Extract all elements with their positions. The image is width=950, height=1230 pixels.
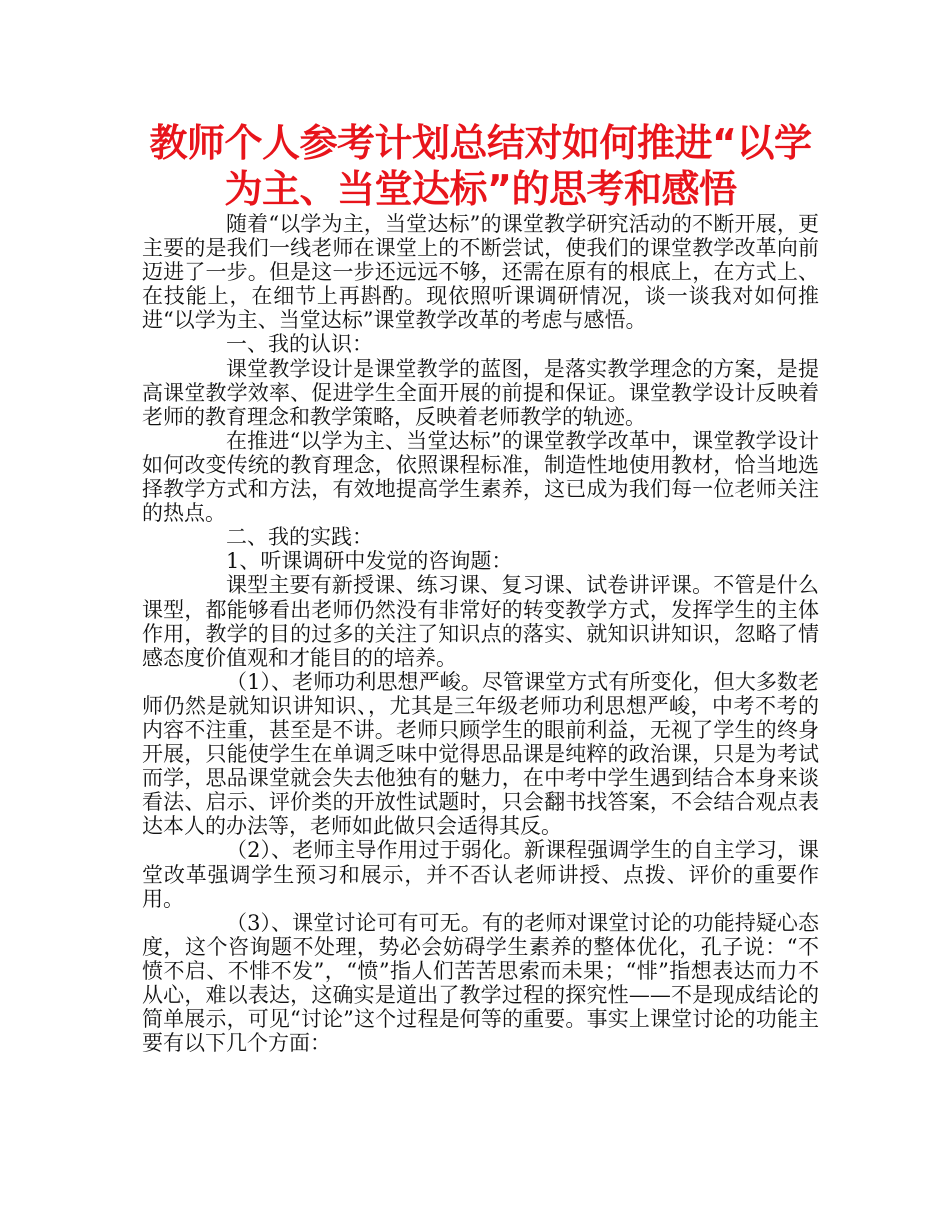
document-page [142,120,819,1055]
point-2-paragraph: （2）、老师主导作用过于弱化。新课程强调学生的自主学习，课堂改革强调学生预习和展示，并不否认老师讲授、点拨、评价的重要作用。 [142,838,819,911]
title-line-1: 教师个人参考计划总结对如何推进“以学 [149,121,812,165]
section-heading-practice: 二、我的实践： [226,525,373,550]
point-1-paragraph: （1）、老师功利思想严峻。尽管课堂方式有所变化，但大多数老师仍然是就知识讲知识、，尤其是三年级老师功利思想严峻，中考不考的内容不注重，甚至是不讲。老师只顾学生的眼前利益，无视了学生的终身开展，只能使学生在单调乏味中觉得思品课是纯粹的政治课，只是为考试而学，思品课堂就会失去他独有的魅力，在中考中学生遇到结合本身来谈看法、启示、评价类的开放性试题时，只会翻书找答案，不会结合观点表达本人的办法等，老师如此做只会适得其反。 [142,669,819,839]
intro-paragraph: 随着“以学为主，当堂达标”的课堂教学研究活动的不断开展，更主要的是我们一线老师在课堂上的不断尝试，使我们的课堂教学改革向前迈进了一步。但是这一步还远远不够，还需在原有的根底上，在方式上、在技能上，在细节上再斟酌。现依照听课调研情况，谈一谈我对如何推进“以学为主、当堂达标”课堂教学改革的考虑与感悟。 [142,212,819,333]
document-title [136,120,825,212]
subsection-heading: 1、听课调研中发觉的咨询题： [226,549,513,574]
paragraph: 课堂教学设计是课堂教学的蓝图，是落实教学理念的方案，是提高课堂教学效率、促进学生全面开展的前提和保证。课堂教学设计反映着老师的教育理念和教学策略，反映着老师教学的轨迹。 [142,356,819,429]
document-body [142,212,819,1055]
title-line-2: 为主、当堂达标”的思考和感悟 [224,167,737,211]
point-3-paragraph: （3）、课堂讨论可有可无。有的老师对课堂讨论的功能持疑心态度，这个咨询题不处理，势必会妨碍学生素养的整体优化，孔子说：“不愤不启、不悱不发”，“愤”指人们苦苦思索而未果；“悱”指想表达而力不从心，难以表达，这确实是道出了教学过程的探究性——不是现成结论的简单展示，可见“讨论”这个过程是何等的重要。事实上课堂讨论的功能主要有以下几个方面： [142,910,819,1056]
paragraph: 课型主要有新授课、练习课、复习课、试卷讲评课。不管是什么课型，都能够看出老师仍然没有非常好的转变教学方式，发挥学生的主体作用，教学的目的过多的关注了知识点的落实、就知识讲知识，忽略了情感态度价值观和才能目的的培养。 [142,573,819,670]
paragraph: 在推进“以学为主、当堂达标”的课堂教学改革中，课堂教学设计如何改变传统的教育理念，依照课程标准，制造性地使用教材，恰当地选择教学方式和方法，有效地提高学生素养，这已成为我们每一位老师关注的热点。 [142,428,819,526]
section-heading-understanding: 一、我的认识： [226,332,373,357]
